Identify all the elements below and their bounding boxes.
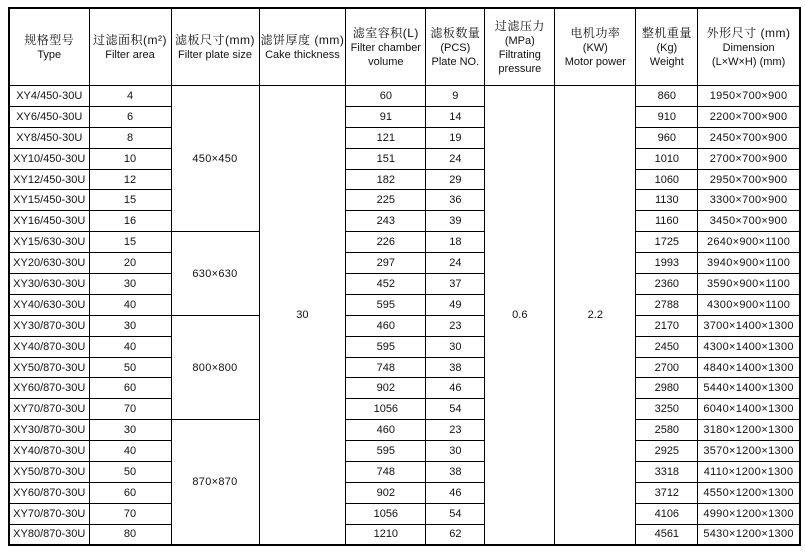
cell-filter-area: 60 [89,482,171,503]
cell-weight: 910 [636,106,698,127]
cell-filter-area: 4 [89,86,171,107]
cell-dimension: 4840×1400×1300 [698,357,800,378]
cell-weight: 4106 [636,503,698,524]
table-row [9,378,800,399]
cell-chamber-volume: 1056 [346,503,426,524]
cell-filter-area: 40 [89,336,171,357]
cell-weight: 860 [636,86,698,107]
cell-plate-no: 38 [426,462,485,483]
header-line: volume [368,56,404,68]
cell-type: XY4/450-30U [9,86,89,107]
cell-type: XY40/870-30U [9,441,89,462]
cell-filtrating-pressure: 0.6 [485,86,555,546]
header-line: 外形尺寸 (mm) [706,26,791,40]
cell-plate-no: 30 [426,336,485,357]
cell-type: XY8/450-30U [9,127,89,148]
cell-filter-area: 20 [89,253,171,274]
cell-weight: 2788 [636,294,698,315]
cell-filter-area: 12 [89,169,171,190]
cell-type: XY30/630-30U [9,274,89,295]
cell-dimension: 4300×1400×1300 [698,336,800,357]
cell-chamber-volume: 460 [346,420,426,441]
cell-chamber-volume: 243 [346,211,426,232]
cell-plate-no: 29 [426,169,485,190]
cell-dimension: 5440×1400×1300 [698,378,800,399]
cell-plate-size: 630×630 [171,232,259,316]
cell-dimension: 2640×900×1100 [698,232,800,253]
cell-type: XY20/630-30U [9,253,89,274]
cell-plate-no: 54 [426,399,485,420]
cell-dimension: 1950×700×900 [698,86,800,107]
cell-type: XY80/870-30U [9,524,89,545]
header-line: 过滤压力 [494,19,545,33]
cell-plate-size: 800×800 [171,315,259,419]
cell-plate-size: 450×450 [171,86,259,232]
cell-type: XY30/870-30U [9,315,89,336]
cell-plate-no: 46 [426,378,485,399]
cell-dimension: 3450×700×900 [698,211,800,232]
header-line: Plate NO. [431,56,480,68]
header-cell-motor-power [555,8,636,86]
cell-plate-no: 9 [426,86,485,107]
header-cell-cake-thickness [259,8,346,86]
table-row [9,190,800,211]
cell-chamber-volume: 121 [346,127,426,148]
spec-table [8,7,801,546]
cell-dimension: 2950×700×900 [698,169,800,190]
cell-weight: 2170 [636,315,698,336]
cell-filter-area: 6 [89,106,171,127]
cell-weight: 2360 [636,274,698,295]
cell-plate-size: 870×870 [171,420,259,545]
table-row [9,294,800,315]
cell-weight: 1993 [636,253,698,274]
cell-dimension: 3940×900×1100 [698,253,800,274]
header-cell-chamber-volume [346,8,426,86]
header-line: (Kg) [656,42,678,54]
cell-filter-area: 15 [89,232,171,253]
cell-motor-power: 2.2 [555,86,636,546]
cell-type: XY15/630-30U [9,232,89,253]
cell-filter-area: 16 [89,211,171,232]
table-row [9,315,800,336]
cell-filter-area: 8 [89,127,171,148]
cell-filter-area: 50 [89,462,171,483]
cell-weight: 1010 [636,148,698,169]
table-row [9,127,800,148]
header-line: (PCS) [440,42,471,54]
header-line: Dimension [722,42,775,54]
table-row [9,274,800,295]
cell-chamber-volume: 595 [346,294,426,315]
header-line: 规格型号 [24,33,75,47]
header-line: 滤板尺寸(mm) [175,33,255,47]
header-line: (L×W×H) (mm) [711,56,786,68]
cell-weight: 2700 [636,357,698,378]
cell-chamber-volume: 595 [346,441,426,462]
cell-chamber-volume: 1210 [346,524,426,545]
table-row [9,503,800,524]
table-row [9,232,800,253]
cell-filter-area: 80 [89,524,171,545]
header-line: Weight [649,56,684,68]
cell-filter-area: 30 [89,420,171,441]
cell-filter-area: 60 [89,378,171,399]
table-row [9,253,800,274]
header-line: Filter chamber [350,42,421,54]
table-row [9,211,800,232]
header-row [9,8,800,86]
table-row [9,420,800,441]
cell-filter-area: 50 [89,357,171,378]
cell-type: XY16/450-30U [9,211,89,232]
cell-chamber-volume: 460 [346,315,426,336]
cell-cake-thickness: 30 [259,86,346,546]
table-header [9,8,800,86]
cell-plate-no: 49 [426,294,485,315]
cell-type: XY40/870-30U [9,336,89,357]
cell-chamber-volume: 748 [346,462,426,483]
cell-type: XY40/630-30U [9,294,89,315]
cell-weight: 1060 [636,169,698,190]
cell-weight: 2580 [636,420,698,441]
cell-chamber-volume: 225 [346,190,426,211]
table-row [9,86,800,107]
cell-dimension: 4300×900×1100 [698,294,800,315]
cell-filter-area: 70 [89,503,171,524]
header-cell-dimension [698,8,800,86]
header-line: 滤饼厚度 (mm) [260,33,345,47]
header-line: (MPa) [504,35,535,47]
cell-weight: 1130 [636,190,698,211]
cell-type: XY60/870-30U [9,482,89,503]
cell-dimension: 3300×700×900 [698,190,800,211]
cell-plate-no: 62 [426,524,485,545]
cell-filter-area: 40 [89,441,171,462]
cell-type: XY50/870-30U [9,357,89,378]
cell-weight: 2450 [636,336,698,357]
cell-filter-area: 40 [89,294,171,315]
table-body [9,86,800,546]
header-cell-pressure [485,8,555,86]
cell-plate-no: 39 [426,211,485,232]
cell-dimension: 4110×1200×1300 [698,462,800,483]
cell-plate-no: 38 [426,357,485,378]
table-row [9,357,800,378]
cell-plate-no: 23 [426,315,485,336]
cell-plate-no: 19 [426,127,485,148]
header-line: 滤板数量 [430,26,481,40]
cell-dimension: 2700×700×900 [698,148,800,169]
cell-weight: 3318 [636,462,698,483]
cell-chamber-volume: 91 [346,106,426,127]
cell-chamber-volume: 748 [346,357,426,378]
table-row [9,106,800,127]
cell-plate-no: 46 [426,482,485,503]
header-line: pressure [498,63,542,75]
header-line: 滤室容积(L) [352,26,419,40]
table-row [9,524,800,545]
cell-weight: 2925 [636,441,698,462]
cell-dimension: 4550×1200×1300 [698,482,800,503]
cell-filter-area: 70 [89,399,171,420]
cell-chamber-volume: 902 [346,482,426,503]
cell-chamber-volume: 151 [346,148,426,169]
header-cell-type [9,8,89,86]
cell-dimension: 4990×1200×1300 [698,503,800,524]
cell-plate-no: 18 [426,232,485,253]
cell-chamber-volume: 297 [346,253,426,274]
header-line: 电机功率 [570,26,621,40]
table-row [9,336,800,357]
cell-weight: 3712 [636,482,698,503]
cell-chamber-volume: 902 [346,378,426,399]
header-line: Motor power [564,56,626,68]
cell-type: XY12/450-30U [9,169,89,190]
cell-weight: 1725 [636,232,698,253]
cell-dimension: 3570×1200×1300 [698,441,800,462]
cell-weight: 960 [636,127,698,148]
header-line: Filter area [105,49,155,61]
cell-dimension: 3700×1400×1300 [698,315,800,336]
cell-type: XY10/450-30U [9,148,89,169]
cell-dimension: 3590×900×1100 [698,274,800,295]
cell-plate-no: 24 [426,253,485,274]
cell-filter-area: 30 [89,274,171,295]
header-line: Cake thickness [265,49,340,61]
cell-type: XY50/870-30U [9,462,89,483]
table-row [9,441,800,462]
cell-dimension: 2450×700×900 [698,127,800,148]
cell-type: XY30/870-30U [9,420,89,441]
header-line: Filtrating [498,49,541,61]
cell-weight: 2980 [636,378,698,399]
cell-plate-no: 54 [426,503,485,524]
header-cell-plate-size [171,8,259,86]
header-line: 过滤面积(m²) [93,33,167,47]
cell-type: XY6/450-30U [9,106,89,127]
cell-dimension: 5430×1200×1300 [698,524,800,545]
cell-chamber-volume: 595 [346,336,426,357]
table-row [9,399,800,420]
cell-dimension: 6040×1400×1300 [698,399,800,420]
cell-filter-area: 15 [89,190,171,211]
cell-type: XY70/870-30U [9,399,89,420]
cell-weight: 3250 [636,399,698,420]
cell-dimension: 3180×1200×1300 [698,420,800,441]
cell-weight: 1160 [636,211,698,232]
cell-plate-no: 36 [426,190,485,211]
header-line: Filter plate size [178,49,252,61]
cell-dimension: 2200×700×900 [698,106,800,127]
cell-filter-area: 30 [89,315,171,336]
cell-chamber-volume: 226 [346,232,426,253]
header-line: (KW) [582,42,608,54]
cell-type: XY70/870-30U [9,503,89,524]
cell-type: XY15/450-30U [9,190,89,211]
header-line: 整机重量 [641,26,692,40]
cell-plate-no: 24 [426,148,485,169]
cell-chamber-volume: 1056 [346,399,426,420]
cell-weight: 4561 [636,524,698,545]
table-row [9,148,800,169]
table-row [9,482,800,503]
cell-plate-no: 30 [426,441,485,462]
table-row [9,462,800,483]
table-row [9,169,800,190]
header-line: Type [37,49,62,61]
cell-chamber-volume: 60 [346,86,426,107]
cell-plate-no: 37 [426,274,485,295]
cell-type: XY60/870-30U [9,378,89,399]
cell-filter-area: 10 [89,148,171,169]
cell-plate-no: 14 [426,106,485,127]
header-cell-filter-area [89,8,171,86]
header-cell-plate-no [426,8,485,86]
cell-chamber-volume: 452 [346,274,426,295]
cell-chamber-volume: 182 [346,169,426,190]
cell-plate-no: 23 [426,420,485,441]
header-cell-weight [636,8,698,86]
